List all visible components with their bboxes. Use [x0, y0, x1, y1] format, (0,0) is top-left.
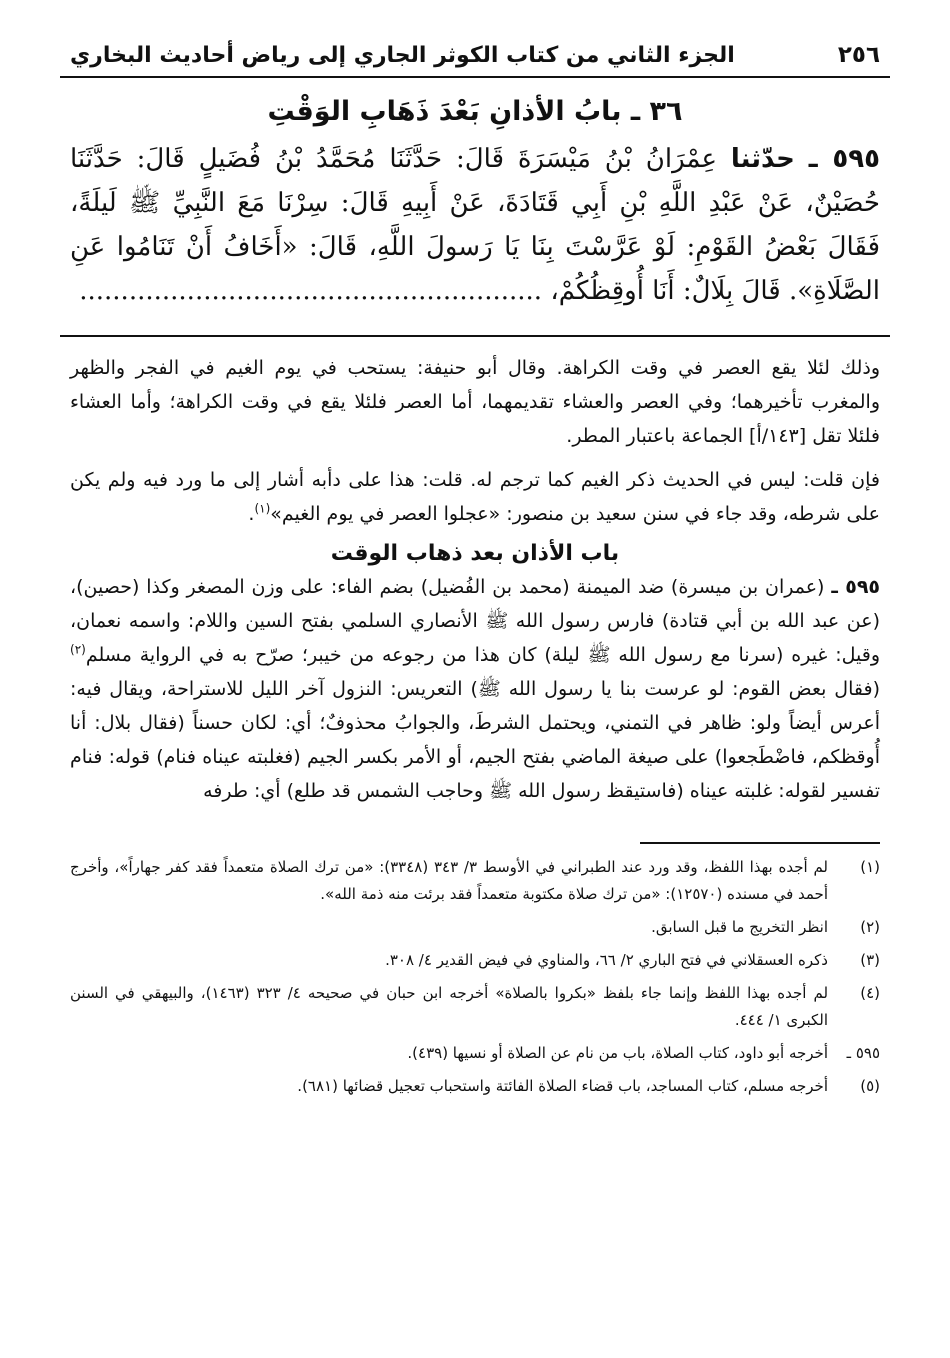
commentary-paragraph-2-text: فإن قلت: ليس في الحديث ذكر الغيم كما ترجم له. قلت: هذا على دأبه أشار إلى ما ورد فيه ولم يكن على شرطه، وقد جاء في سنن سعيد بن منصور: «عجلوا العصر في يوم الغيم» — [70, 469, 880, 525]
commentary-paragraph-3-continued: (فقال بعض القوم: لو عرست بنا يا رسول الله ﷺ) التعريس: النزول آخر الليل للاستراحة، ويقال فيه: أعرس أيضاً ولو: ظاهر في التمني، ويحتمل الشرطَ، والجوابُ محذوفٌ؛ أي: لكان حسناً (فقال بلال: أنا أُوقظكم، فاضْطَجعوا) على صيغة الماضي بفتح الجيم، أو الأمر بكسر الجيم (فغلبته عيناه فنام) قوله: فنام تفسير لقوله: غلبته عيناه (فاستيقظ رسول الله ﷺ وحاجب الشمس قد طلع) أي: طرفه — [70, 678, 880, 802]
hadith-ellipsis: ........................................................ — [79, 276, 543, 306]
footnote-number: (٣) — [860, 951, 880, 969]
section-divider — [60, 335, 890, 337]
footnote-text: لم أجده بهذا اللفظ وإنما جاء بلفظ «بكروا بالصلاة» أخرجه ابن حبان في صحيحه ٤/ ٣٢٣ (١٤٦٣)، والبيهقي في السنن الكبرى ١/ ٤٤٤. — [70, 984, 829, 1029]
footnote-item — [70, 980, 880, 1034]
footnote-number: ٥٩٥ ـ — [846, 1044, 880, 1062]
footnote-ref-2[interactable]: (٢) — [70, 642, 86, 657]
book-title: الجزء الثاني من كتاب الكوثر الجاري إلى رياض أحاديث البخاري — [70, 43, 735, 68]
hadith-block — [60, 137, 890, 313]
footnote-item — [70, 914, 880, 941]
footnote-text: ذكره العسقلاني في فتح الباري ٢/ ٦٦، والمناوي في فيض القدير ٤/ ٣٠٨. — [385, 951, 828, 969]
footnote-number: (٤) — [860, 984, 880, 1002]
commentary-hadith-number: ٥٩٥ ـ — [831, 576, 881, 598]
hadith-chain-opening: حدّثنا — [730, 144, 795, 174]
running-header — [60, 42, 890, 78]
page-number: ٢٥٦ — [837, 42, 880, 68]
footnote-item — [70, 1040, 880, 1067]
footnote-item — [70, 854, 880, 908]
footnote-divider — [640, 842, 880, 844]
hadith-text: عِمْرَانُ بْنُ مَيْسَرَةَ قَالَ: حَدَّثَنَا مُحَمَّدُ بْنُ فُضَيلٍ قَالَ: حَدَّثَنَا حُصَيْنٌ، عَنْ عَبْدِ اللَّهِ بْنِ أَبِي قَتَادَةَ، عَنْ أَبِيهِ قَالَ: سِرْنَا مَعَ النَّبِيِّ ﷺ لَيلَةً، فَقَالَ بَعْضُ القَوْمِ: لَوْ عَرَّسْتَ بِنَا يَا رَسولَ اللَّهِ، قَالَ: «أَخَافُ أَنْ تَنَامُوا عَنِ الصَّلَاةِ». قَالَ بِلَالٌ: أَنَا أُوقِظُكُمْ، — [70, 144, 880, 306]
commentary-paragraph-2 — [60, 463, 890, 531]
footnote-number: (٥) — [860, 1077, 880, 1095]
footnote-text: أخرجه أبو داود، كتاب الصلاة، باب من نام عن الصلاة أو نسيها (٤٣٩). — [407, 1044, 828, 1062]
hadith-number: ٥٩٥ ـ — [808, 144, 880, 174]
footnote-item — [70, 947, 880, 974]
commentary-subtitle: باب الأذان بعد ذهاب الوقت — [330, 541, 620, 566]
commentary-paragraph-1: وذلك لئلا يقع العصر في وقت الكراهة. وقال أبو حنيفة: يستحب في يوم الغيم في الفجر والظهر والمغرب تأخيرهما؛ وفي العصر والعشاء تقديمهما، أما العصر فلئلا يقع في وقت الكراهة؛ وأما العشاء فلئلا تقل [١٤٣/أ] الجماعة باعتبار المطر. — [70, 357, 880, 447]
footnote-number: (٢) — [860, 918, 880, 936]
footnote-ref-1[interactable]: (١) — [254, 501, 271, 516]
footnote-text: لم أجده بهذا اللفظ، وقد ورد عند الطبراني في الأوسط ٣/ ٣٤٣ (٣٣٤٨): «من ترك الصلاة متعمداً فقد كفر جهاراً»، وأخرج أحمد في مسنده (١٢٥٧٠): «من ترك صلاة مكتوبة متعمداً فقد برئت منه ذمة الله». — [70, 858, 829, 903]
footnote-number: (١) — [860, 858, 880, 876]
footnote-text: انظر التخريج ما قبل السابق. — [651, 918, 828, 936]
footnote-item — [70, 1073, 880, 1100]
footnote-text: أخرجه مسلم، كتاب المساجد، باب قضاء الصلاة الفائتة واستحباب تعجيل قضائها (٦٨١). — [297, 1077, 828, 1095]
chapter-title: ٣٦ ـ بابُ الأذانِ بَعْدَ ذَهَابِ الوَقْتِ — [267, 96, 683, 127]
footnotes-section — [60, 854, 890, 1100]
commentary-paragraph-3 — [60, 570, 890, 808]
commentary-paragraph-3-text: (عمران بن ميسرة) ضد الميمنة (محمد بن الفُضيل) بضم الفاء: على وزن المصغر وكذا (حصين)، (عن عبد الله بن أبي قتادة) فارس رسول الله ﷺ الأنصاري السلمي بفتح السين واللام: واسمه نعمان، وقيل: غيره (سرنا مع رسول الله ﷺ ليلة) كان هذا من رجوعه من خيبر؛ صرّح به في الرواية مسلم — [70, 576, 880, 666]
commentary-paragraph-2-end: . — [248, 503, 255, 525]
